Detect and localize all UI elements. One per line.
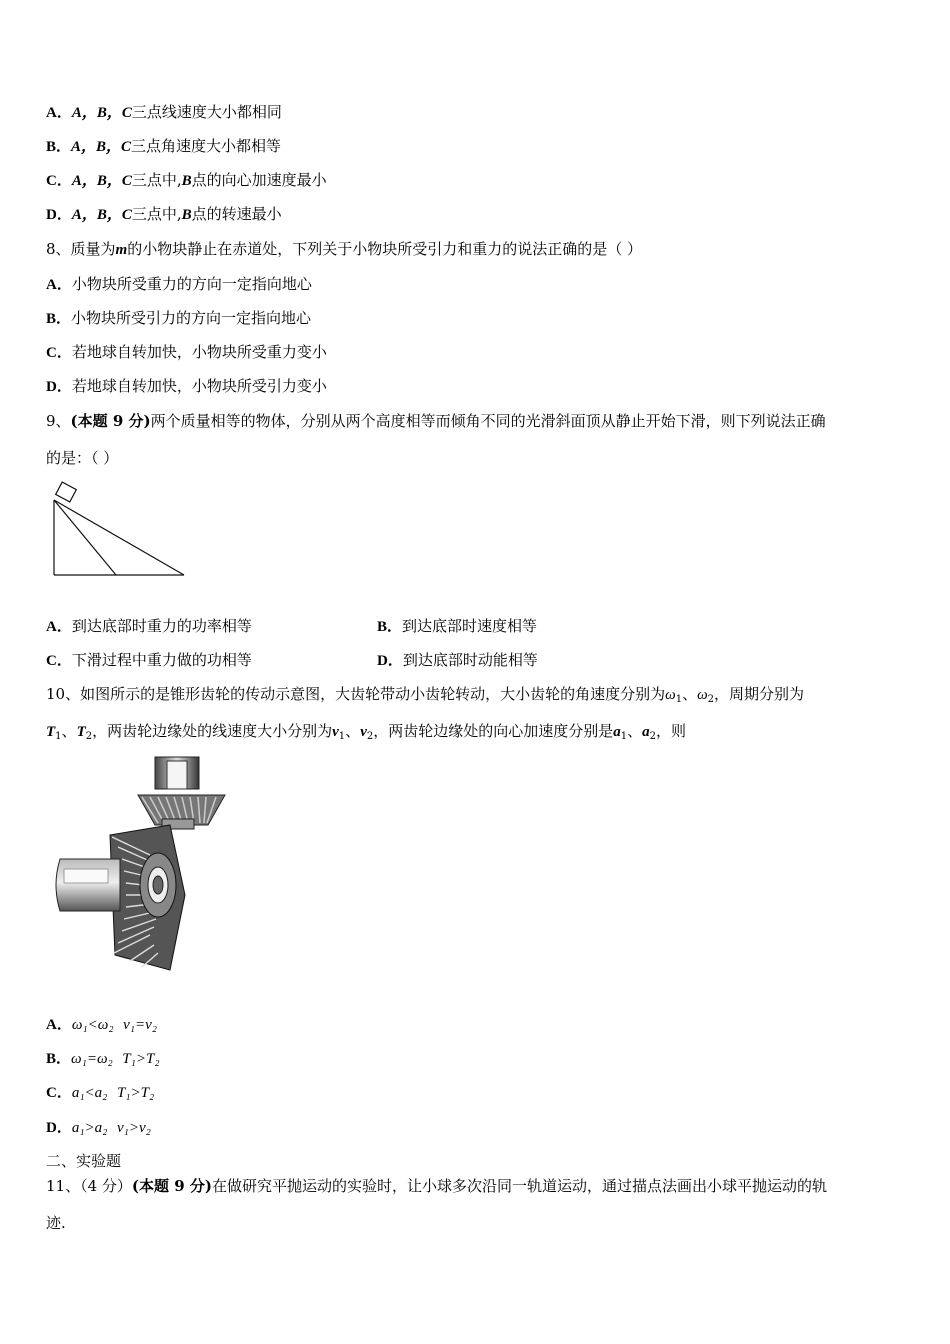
- q11-stem-line2: 迹.: [46, 1214, 66, 1232]
- incline-steep-slope: [54, 500, 116, 575]
- block-on-incline: [56, 482, 77, 502]
- q8-stem: 8、质量为m的小物块静止在赤道处，下列关于小物块所受引力和重力的说法正确的是（ ）: [46, 240, 642, 258]
- q7-option-b: B．A，B，C三点角速度大小都相等: [46, 137, 282, 155]
- q9-option-c: C．下滑过程中重力做的功相等: [46, 651, 252, 669]
- q7-option-c: C．A，B，C三点中,B点的向心加速度最小: [46, 171, 327, 189]
- small-gear: [138, 757, 225, 829]
- q7-option-d: D．A，B，C三点中,B点的转速最小: [46, 205, 282, 223]
- q8-option-b: B．小物块所受引力的方向一定指向地心: [46, 309, 312, 327]
- q8-option-d: D．若地球自转加快，小物块所受引力变小: [46, 377, 327, 395]
- section-title: 二、实验题: [46, 1152, 122, 1170]
- q10-stem-line2: $T_1$、$T_2$，两齿轮边缘处的线速度大小分别为$v_1$、$v_2$，两齿轮边缘处的向心加速度分别是$a_1$、$a_2$，则: [46, 722, 687, 742]
- big-gear: [110, 825, 185, 970]
- q11-stem-line1: 11、（4 分）(本题 9 分)在做研究平抛运动的实验时，让小球多次沿同一轨道运动，通过描点法画出小球平抛运动的轨: [46, 1177, 827, 1195]
- incline-gentle-slope: [54, 500, 184, 575]
- q10-option-c: C．a₁<a₂ T₁>T₂: [46, 1085, 155, 1101]
- q9-option-b: B．到达底部时速度相等: [377, 617, 538, 635]
- q10-option-b: B．ω₁=ω₂ T₁>T₂: [46, 1051, 160, 1067]
- q8-option-c: C．若地球自转加快，小物块所受重力变小: [46, 343, 327, 361]
- big-gear-shaft: [56, 859, 120, 911]
- q9-option-d: D．到达底部时动能相等: [377, 651, 538, 669]
- q10-option-a: A．ω₁<ω₂ v₁=v₂: [46, 1017, 157, 1033]
- q8-option-a: A．小物块所受重力的方向一定指向地心: [46, 275, 312, 293]
- q10-option-d: D．a₁>a₂ v₁>v₂: [46, 1120, 151, 1136]
- q9-stem-line1: 9、(本题 9 分)两个质量相等的物体，分别从两个高度相等而倾角不同的光滑斜面顶从静止开始下滑，则下列说法正确: [46, 412, 826, 430]
- q7-option-a: A．A，B，C三点线速度大小都相同: [46, 103, 282, 121]
- q10-stem-line1: 10、如图所示的是锥形齿轮的传动示意图，大齿轮带动小齿轮转动，大小齿轮的角速度分别为$\omega_1$、$\omega_2$，周期分别为: [46, 685, 805, 705]
- q9-stem-line2: 的是：（ ）: [46, 449, 119, 467]
- q9-option-a: A．到达底部时重力的功率相等: [46, 617, 252, 635]
- incline-figure: [50, 480, 190, 580]
- bevel-gear-figure: [50, 755, 235, 980]
